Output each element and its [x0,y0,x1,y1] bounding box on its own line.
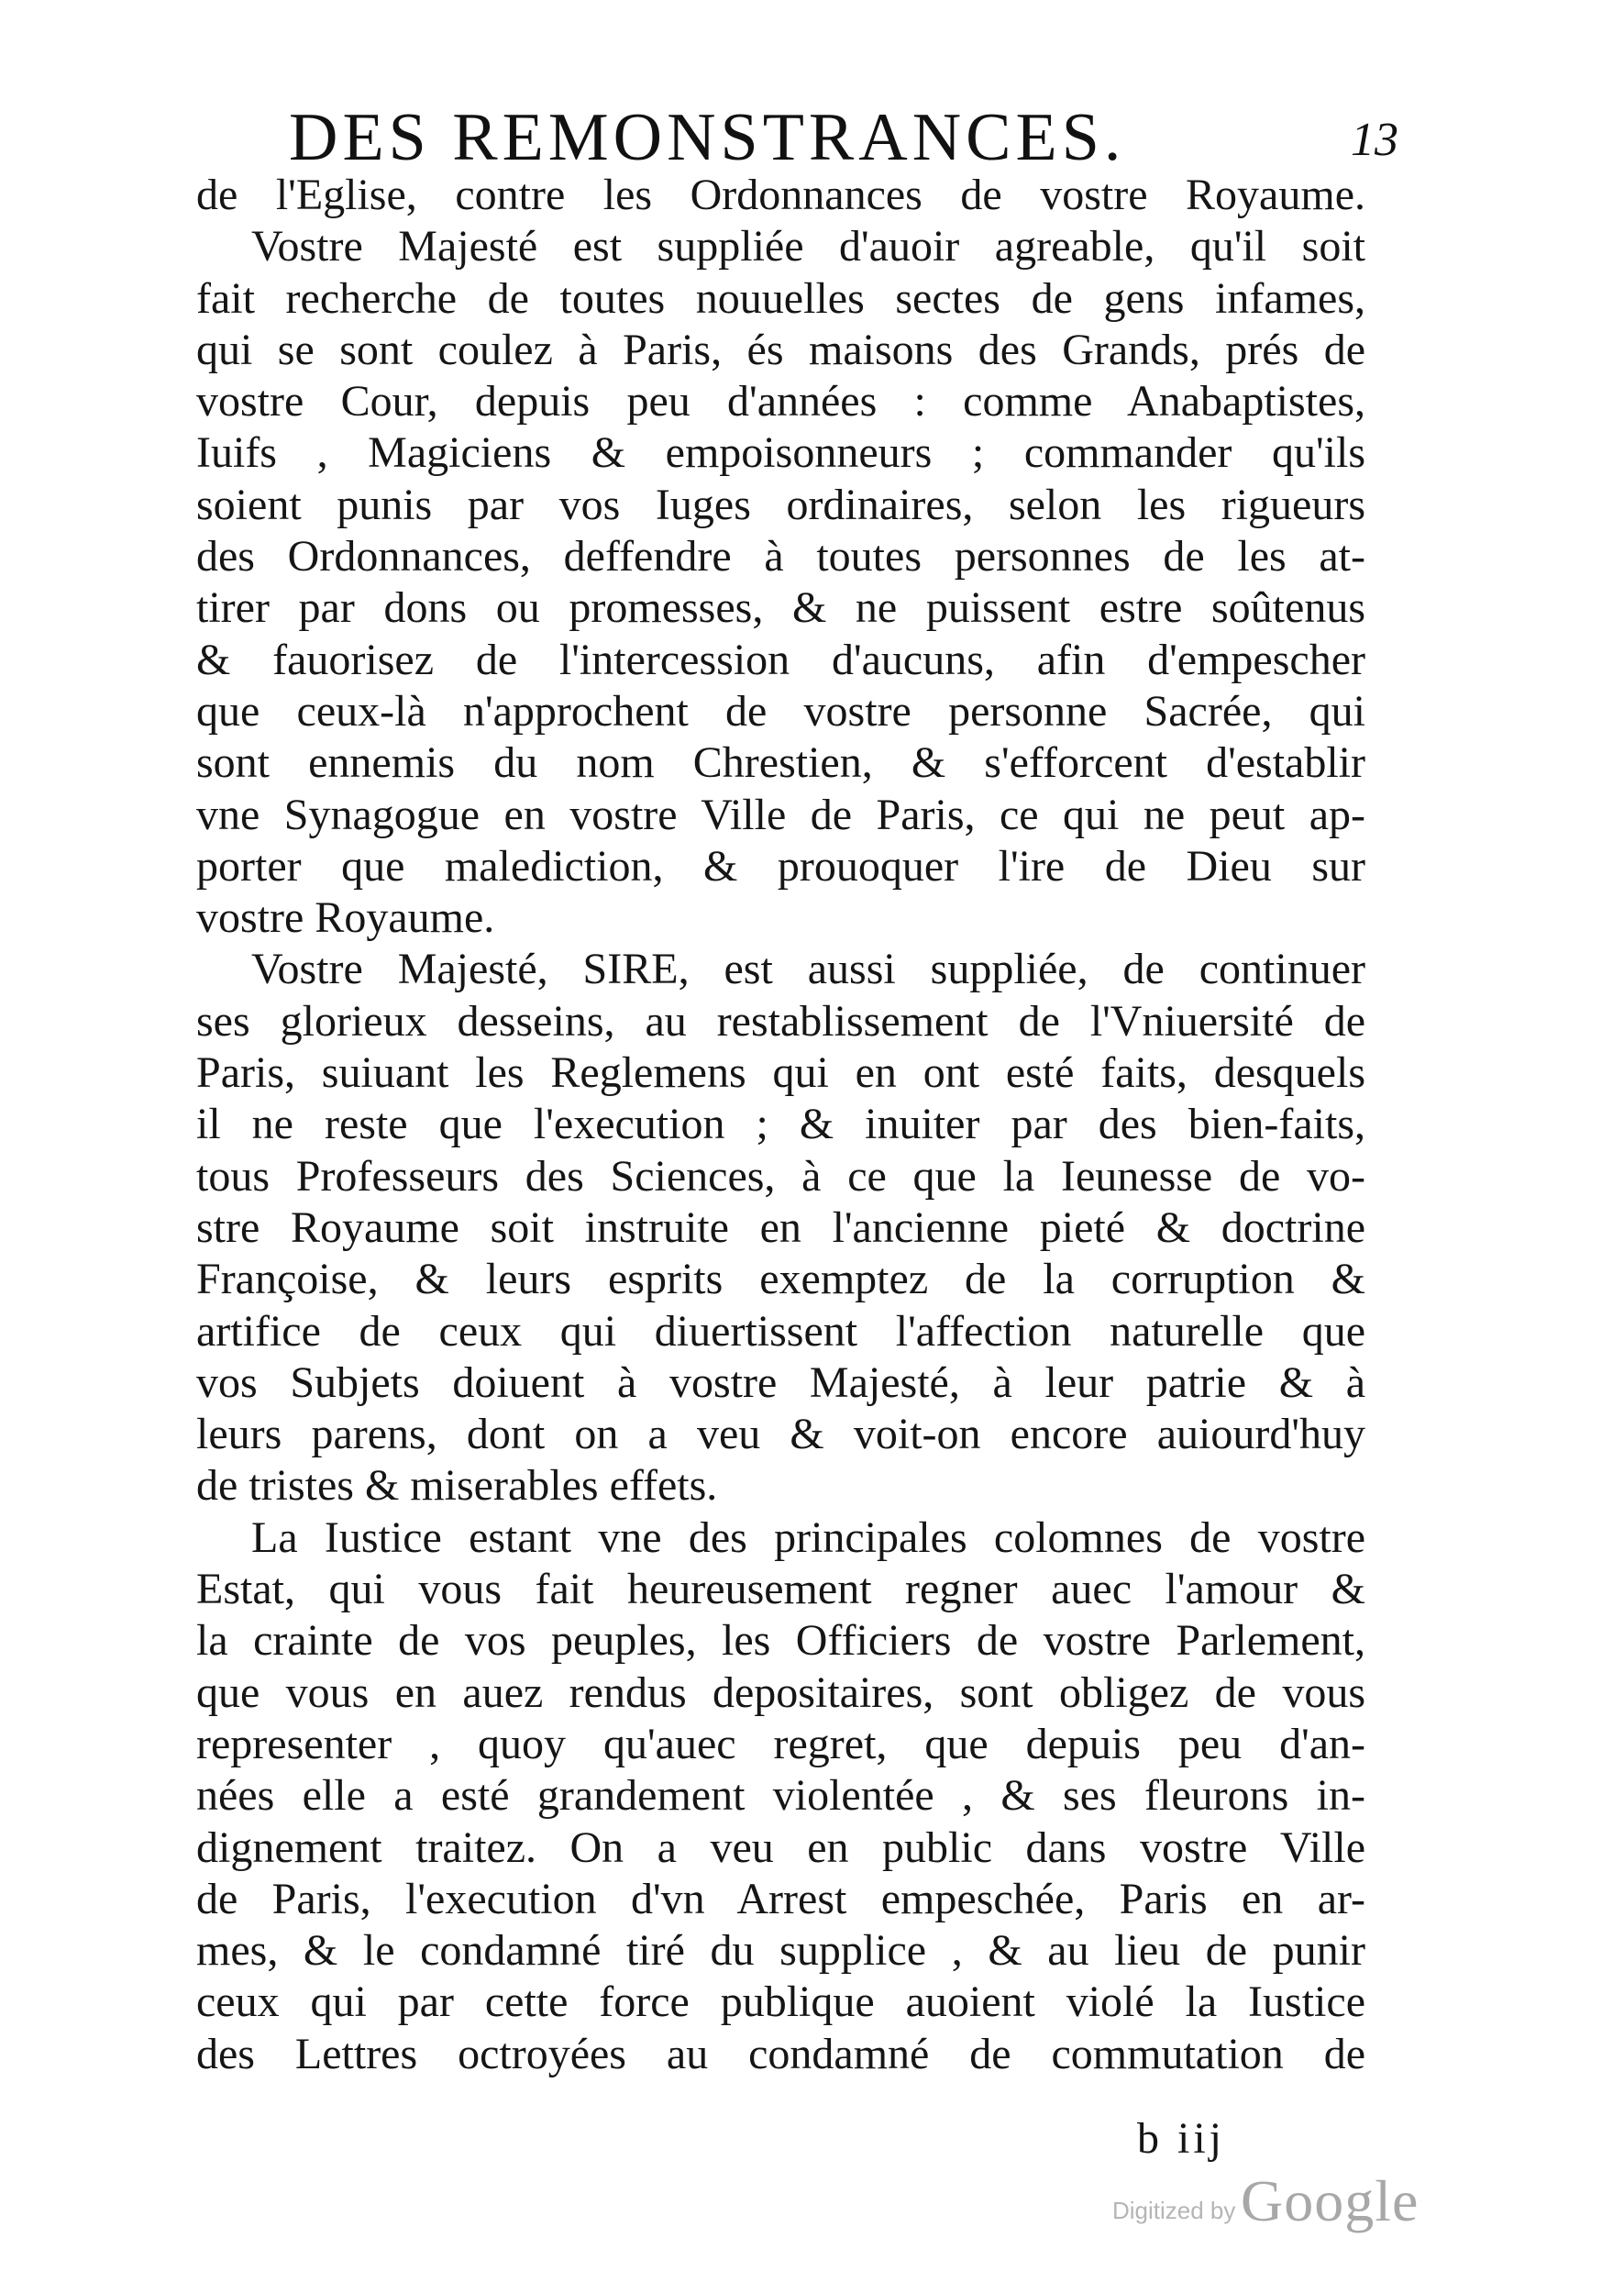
watermark-prefix: Digitized by [1112,2197,1236,2224]
text-line: des Lettres octroyées au condamné de commutation de [196,2029,1365,2078]
text-line: representer , quoy qu'auec regret, que depuis peu d'an- [196,1719,1365,1768]
text-line: ses glorieux desseins, au restablissement de l'Vniuersité de [196,996,1365,1046]
text-line: leurs parens, dont on a veu & voit-on encore auiourd'huy [196,1410,1365,1459]
text-line: dignement traitez. On a veu en public dans vostre Ville [196,1822,1365,1872]
digitization-watermark [1105,2160,1453,2243]
text-line: porter que malediction, & prouoquer l'ire de Dieu sur [196,841,1365,891]
paragraph-first-line: La Iustice estant vne des principales colomnes de vostre [251,1512,1365,1562]
paragraph-last-line: de tristes & miserables effets. [196,1461,718,1511]
text-line: qui se sont coulez à Paris, és maisons des Grands, prés de [196,325,1365,374]
text-line: Iuifs , Magiciens & empoisonneurs ; commander qu'ils [196,428,1365,478]
text-line: fait recherche de toutes nouuelles sectes de gens infames, [196,273,1365,323]
text-line: il ne reste que l'execution ; & inuiter par des bien-faits, [196,1100,1365,1149]
body-text [196,170,1365,2080]
text-line: & fauorisez de l'intercession d'aucuns, afin d'empescher [196,635,1365,684]
text-line: nées elle a esté grandement violentée , & ses fleurons in- [196,1771,1365,1821]
text-line: Estat, qui vous fait heureusement regner auec l'amour & [196,1565,1365,1614]
text-line: ceux qui par cette force publique auoient violé la Iustice [196,1977,1365,2027]
text-line: soient punis par vos Iuges ordinaires, selon les rigueurs [196,480,1365,529]
text-line: de Paris, l'execution d'vn Arrest empeschée, Paris en ar- [196,1874,1365,1923]
paragraph-first-line: Vostre Majesté, SIRE, est aussi suppliée, de continuer [251,945,1365,994]
text-line: sont ennemis du nom Chrestien, & s'efforcent d'establir [196,738,1365,788]
text-line: de l'Eglise, contre les Ordonnances de vostre Royaume. [196,171,1365,219]
text-line: artifice de ceux qui diuertissent l'affection naturelle que [196,1306,1365,1356]
paragraph-first-line: Vostre Majesté est suppliée d'auoir agreable, qu'il soit [251,222,1365,271]
text-line: tous Professeurs des Sciences, à ce que la Ieunesse de vo- [196,1151,1365,1201]
text-line: que vous en auez rendus depositaires, sont obligez de vous [196,1667,1365,1717]
text-line: vos Subjets doiuent à vostre Majesté, à leur patrie & à [196,1357,1365,1407]
text-line: des Ordonnances, deffendre à toutes personnes de les at- [196,532,1365,582]
text-line: vostre Cour, depuis peu d'années : comme Anabaptistes, [196,377,1365,426]
text-line: vne Synagogue en vostre Ville de Paris, ce qui ne peut ap- [196,790,1365,839]
paragraph-last-line: vostre Royaume. [196,893,495,943]
text-line: Françoise, & leurs esprits exemptez de la corruption & [196,1255,1365,1304]
running-title: DES REMONSTRANCES. [289,100,1126,175]
page-number: 13 [1351,114,1398,166]
text-line: mes, & le condamné tiré du supplice , & au lieu de punir [196,1926,1365,1976]
text-line: Paris, suiuant les Reglemens qui en ont esté faits, desquels [196,1048,1365,1098]
text-line: que ceux-là n'approchent de vostre personne Sacrée, qui [196,686,1365,736]
signature-mark: b iij [1137,2114,1226,2163]
text-line: la crainte de vos peuples, les Officiers de vostre Parlement, [196,1616,1365,1666]
text-line: stre Royaume soit instruite en l'ancienne pieté & doctrine [196,1202,1365,1252]
google-logo: Google [1241,2168,1420,2233]
text-line: tirer par dons ou promesses, & ne puissent estre soûtenus [196,583,1365,633]
